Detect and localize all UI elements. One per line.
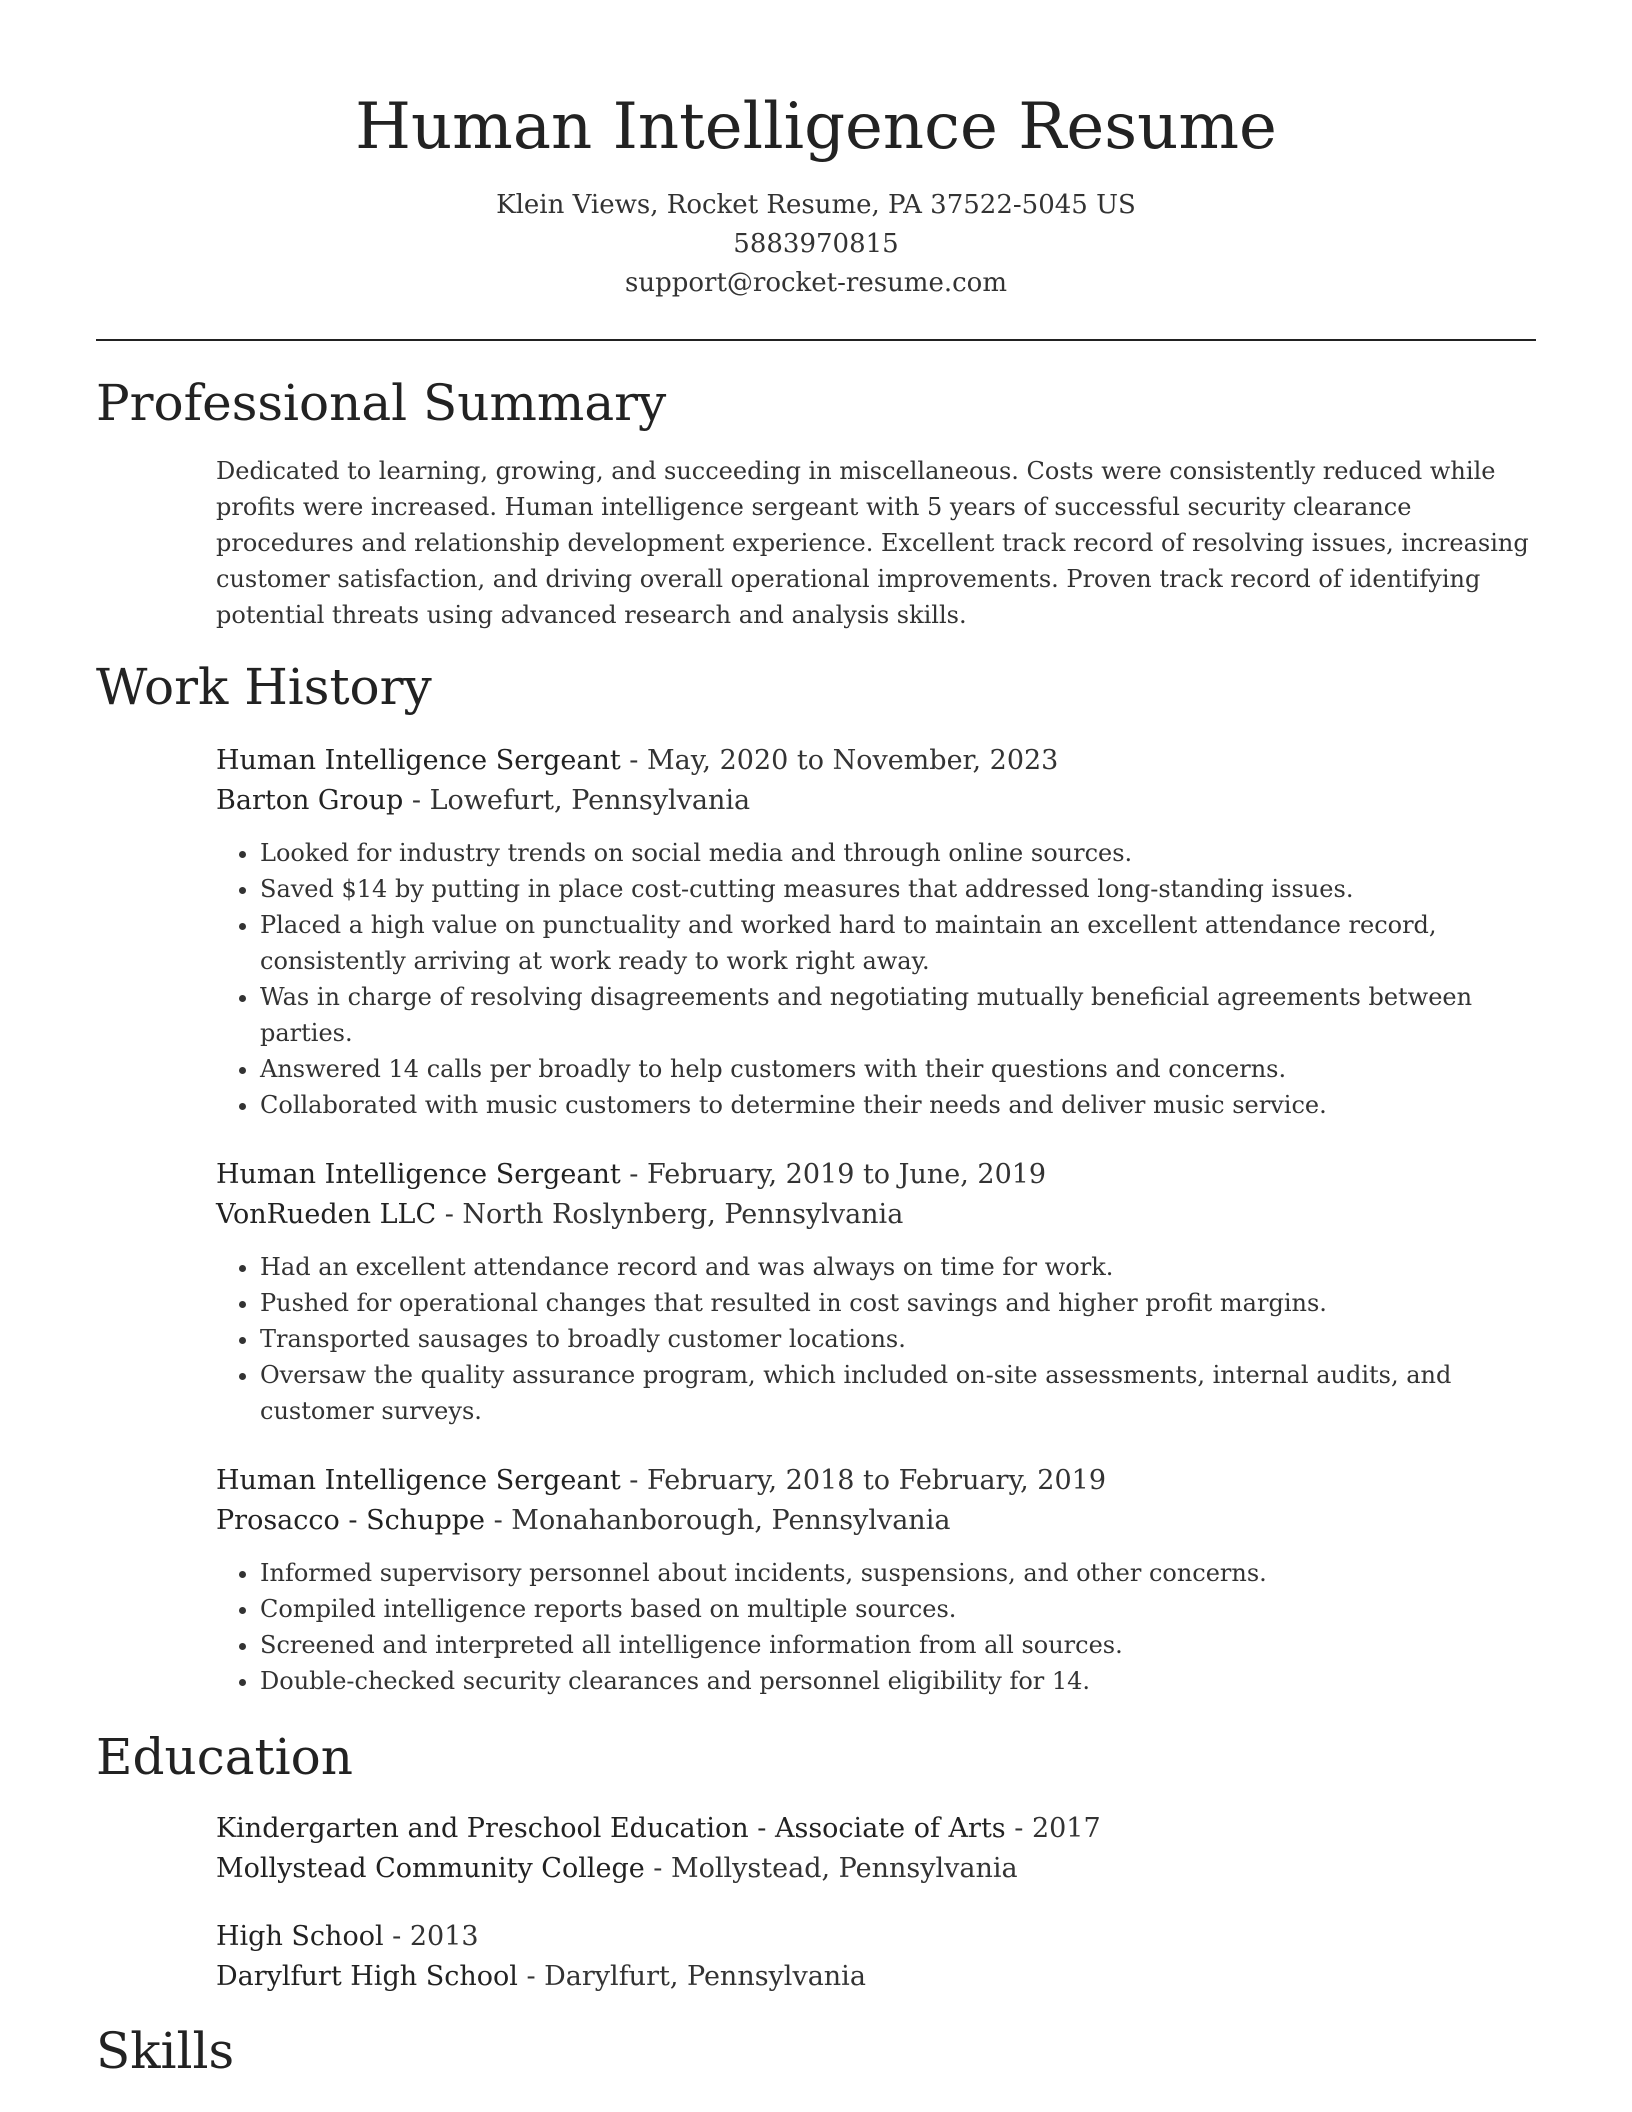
job-dates: - February, 2019 to June, 2019	[620, 1159, 1047, 1190]
education-degree-line	[216, 1809, 1536, 1849]
education-entry	[216, 1917, 1536, 1997]
job-bullets	[216, 1555, 1536, 1699]
job-title-line	[216, 1155, 1536, 1195]
education-school-line	[216, 1849, 1536, 1889]
job-location: - North Roslynberg, Pennsylvania	[436, 1199, 904, 1230]
contact-block	[96, 186, 1536, 303]
job-bullet: • Collaborated with music customers to determine their needs and deliver music service.	[260, 1087, 1536, 1123]
job-company: VonRueden LLC	[216, 1199, 437, 1230]
job-title-line	[216, 1461, 1536, 1501]
summary-text: Dedicated to learning, growing, and succeeding in miscellaneous. Costs were consistently reduced while profits were increased. Human intelligence sergeant with 5 years of successful security clearance procedures and relationship development experience. Excellent track record of resolving issues, increasing customer satisfaction, and driving overall operational improvements. Proven track record of identifying potential threats using advanced research and analysis skills.	[216, 457, 1529, 629]
job-bullet: • Informed supervisory personnel about incidents, suspensions, and other concerns.	[260, 1555, 1536, 1591]
job-bullet: • Looked for industry trends on social media and through online sources.	[260, 835, 1536, 871]
job-title: Human Intelligence Sergeant	[216, 745, 621, 776]
job-company: Barton Group	[216, 785, 404, 816]
education-location: - Mollystead, Pennsylvania	[644, 1853, 1018, 1884]
job-bullet: • Oversaw the quality assurance program, which included on-site assessments, internal audits, and customer surveys.	[260, 1357, 1536, 1429]
job-bullet: • Was in charge of resolving disagreements and negotiating mutually beneficial agreements between parties.	[260, 979, 1536, 1051]
job-location: - Monahanborough, Pennsylvania	[485, 1505, 951, 1536]
education-location: - Darylfurt, Pennsylvania	[517, 1961, 866, 1992]
job-title: Human Intelligence Sergeant	[216, 1159, 621, 1190]
education-degree: High School	[216, 1921, 384, 1952]
job-title-line	[216, 741, 1536, 781]
job-company-line	[216, 1501, 1536, 1541]
education-heading: Education	[96, 1728, 353, 1786]
job-bullet: • Compiled intelligence reports based on multiple sources.	[260, 1591, 1536, 1627]
job-bullet: • Double-checked security clearances and personnel eligibility for 14.	[260, 1663, 1536, 1699]
education-school: Darylfurt High School	[216, 1961, 518, 1992]
education-degree: Kindergarten and Preschool Education - Associate of Arts	[216, 1813, 1006, 1844]
work-history-heading: Work History	[96, 658, 432, 716]
job-bullet: • Answered 14 calls per broadly to help customers with their questions and concerns.	[260, 1051, 1536, 1087]
job-bullet: • Placed a high value on punctuality and worked hard to maintain an excellent attendance record, consistently arriving at work ready to work right away.	[260, 907, 1536, 979]
job-bullet: • Pushed for operational changes that resulted in cost savings and higher profit margins.	[260, 1285, 1536, 1321]
skills-heading: Skills	[96, 2022, 235, 2080]
job-entry	[216, 741, 1536, 1123]
resume-page	[96, 0, 1536, 2083]
education-entry	[216, 1809, 1536, 1889]
job-entry	[216, 1461, 1536, 1699]
job-dates: - February, 2018 to February, 2019	[620, 1465, 1107, 1496]
job-bullet: • Had an excellent attendance record and was always on time for work.	[260, 1249, 1536, 1285]
job-bullets	[216, 1249, 1536, 1429]
education-section	[96, 1725, 1536, 1997]
education-school-line	[216, 1957, 1536, 1997]
contact-email[interactable]: support@rocket-resume.com	[624, 268, 1007, 298]
job-title: Human Intelligence Sergeant	[216, 1465, 621, 1496]
resume-header	[96, 0, 1536, 341]
education-degree-line	[216, 1917, 1536, 1957]
job-bullets	[216, 835, 1536, 1123]
resume-title: Human Intelligence Resume	[355, 90, 1277, 164]
work-history-section	[96, 655, 1536, 1699]
job-dates: - May, 2020 to November, 2023	[620, 745, 1059, 776]
contact-phone: 5883970815	[733, 229, 899, 259]
summary-section	[96, 371, 1536, 633]
summary-heading: Professional Summary	[96, 374, 667, 432]
header-divider	[96, 339, 1536, 341]
job-bullet: • Screened and interpreted all intelligence information from all sources.	[260, 1627, 1536, 1663]
job-company: Prosacco - Schuppe	[216, 1505, 486, 1536]
job-entry	[216, 1155, 1536, 1429]
education-school: Mollystead Community College	[216, 1853, 645, 1884]
job-company-line	[216, 1195, 1536, 1235]
job-location: - Lowefurt, Pennsylvania	[403, 785, 751, 816]
job-bullet: • Saved $14 by putting in place cost-cutting measures that addressed long-standing issues.	[260, 871, 1536, 907]
education-year: - 2013	[383, 1921, 479, 1952]
education-year: - 2017	[1005, 1813, 1101, 1844]
contact-address: Klein Views, Rocket Resume, PA 37522-5045 US	[496, 190, 1136, 220]
job-bullet: • Transported sausages to broadly customer locations.	[260, 1321, 1536, 1357]
skills-section	[96, 2019, 1536, 2083]
job-company-line	[216, 781, 1536, 821]
